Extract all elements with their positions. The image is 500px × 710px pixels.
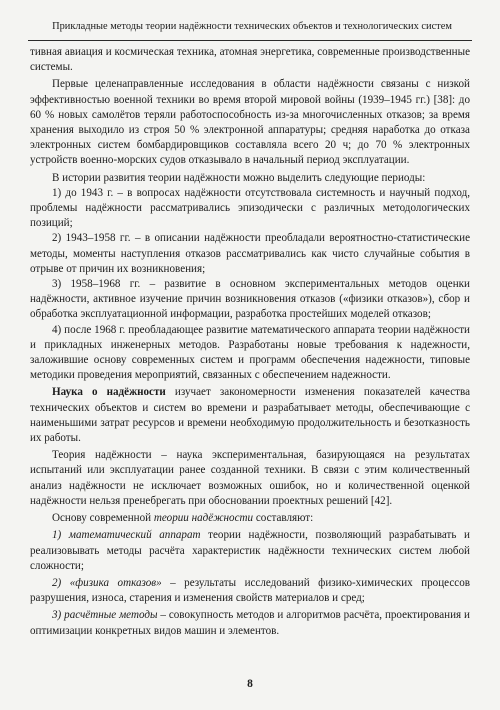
list-item bbox=[30, 528, 470, 574]
paragraph: тивная авиация и космическая техника, атомная энергетика, современные производственные системы. bbox=[30, 46, 470, 74]
paragraph: Теория надёжности – наука экспериментальная, базирующаяся на результатах испытаний или эксплуатации ранее созданной техники. В связи с этим количественный анализ надёжности не исключает возможных ошибок, но и количественной оценкой надёжности нельзя пренебрегать при обосновании проектных решений [42]. bbox=[30, 449, 470, 507]
italic-term: 2) «физика отказов» bbox=[52, 576, 162, 589]
running-header: Прикладные методы теории надёжности технических объектов и технологических систем bbox=[28, 14, 472, 41]
page-number: 8 bbox=[247, 678, 253, 690]
italic-term: 3) расчётные методы bbox=[52, 609, 158, 622]
list-item: 2) 1943–1958 гг. – в описании надёжности преобладали вероятностно-статистические методы, моменты наступления отказов рассматривались как чисто случайные события в отрыве от причин их возникновения; bbox=[30, 232, 470, 275]
paragraph-text: Основу современной bbox=[52, 512, 154, 525]
paragraph-text: теории надёжности, позволяющий разрабатывать и реализовывать методы расчёта характеристик надёжности технических систем любой сложности; bbox=[30, 529, 470, 572]
page-body bbox=[30, 45, 470, 639]
paragraph-text: – результаты исследований физико-химических процессов разрушения, износа, старения и изменения свойств материалов и сред; bbox=[30, 576, 470, 605]
paragraph-text: составляют: bbox=[253, 512, 314, 525]
bold-term: Наука о надёжности bbox=[52, 386, 166, 399]
paragraph-text: – совокупность методов и алгоритмов расчёта, проектирования и оптимизации конкретных видов машин и элементов. bbox=[30, 609, 470, 637]
list-item bbox=[30, 608, 470, 638]
list-item: 4) после 1968 г. преобладающее развитие математического аппарата теории надёжности и прикладных инженерных методов. Разработаны новые требования к надежности, заложившие основу современных систем и программ обеспечения надежности, типовые методики проведения мероприятий, связанных с обеспечением надежности. bbox=[30, 323, 470, 382]
paragraph: В истории развития теории надёжности можно выделить следующие периоды: bbox=[52, 171, 426, 184]
italic-term: теории надёжности bbox=[153, 512, 254, 525]
italic-term: 1) математический аппарат bbox=[52, 529, 201, 542]
paragraph-text: изучает закономерности изменения показателей качества технических объектов и систем во времени и разрабатывает методы, обеспечивающие с наименьшими затрат ресурсов и времени необходимую продолжительность и безотказность их работы. bbox=[30, 386, 470, 445]
paragraph bbox=[30, 511, 470, 526]
paragraph: Первые целенаправленные исследования в области надёжности связаны с низкой эффективностью военной техники во время второй мировой войны (1939–1945 гг.) [38]: до 60 % новых самолётов теряли работоспособность из-за многочисленных отказов; за время хранения выходило из строя 50 % электронной аппаратуры; средняя наработка до отказа электронных систем бомбардировщиков составляла всего 20 ч; до 70 % электронных устройств военно-морских судов отказывало в начальный период эксплуатации. bbox=[30, 78, 470, 167]
list-item: 1) до 1943 г. – в вопросах надёжности отсутствовала системность и научный подход, проблемы надёжности рассматривались эпизодически с различных методологических позиций; bbox=[30, 186, 470, 230]
paragraph bbox=[30, 385, 470, 446]
list-item bbox=[30, 576, 470, 606]
list-item: 3) 1958–1968 гг. – развитие в основном экспериментальных методов оценки надёжности, активное изучение причин возникновения отказов («физики отказов»), сбор и обработка эксплуатационной информации, разработка простейших моделей отказов; bbox=[30, 278, 470, 321]
